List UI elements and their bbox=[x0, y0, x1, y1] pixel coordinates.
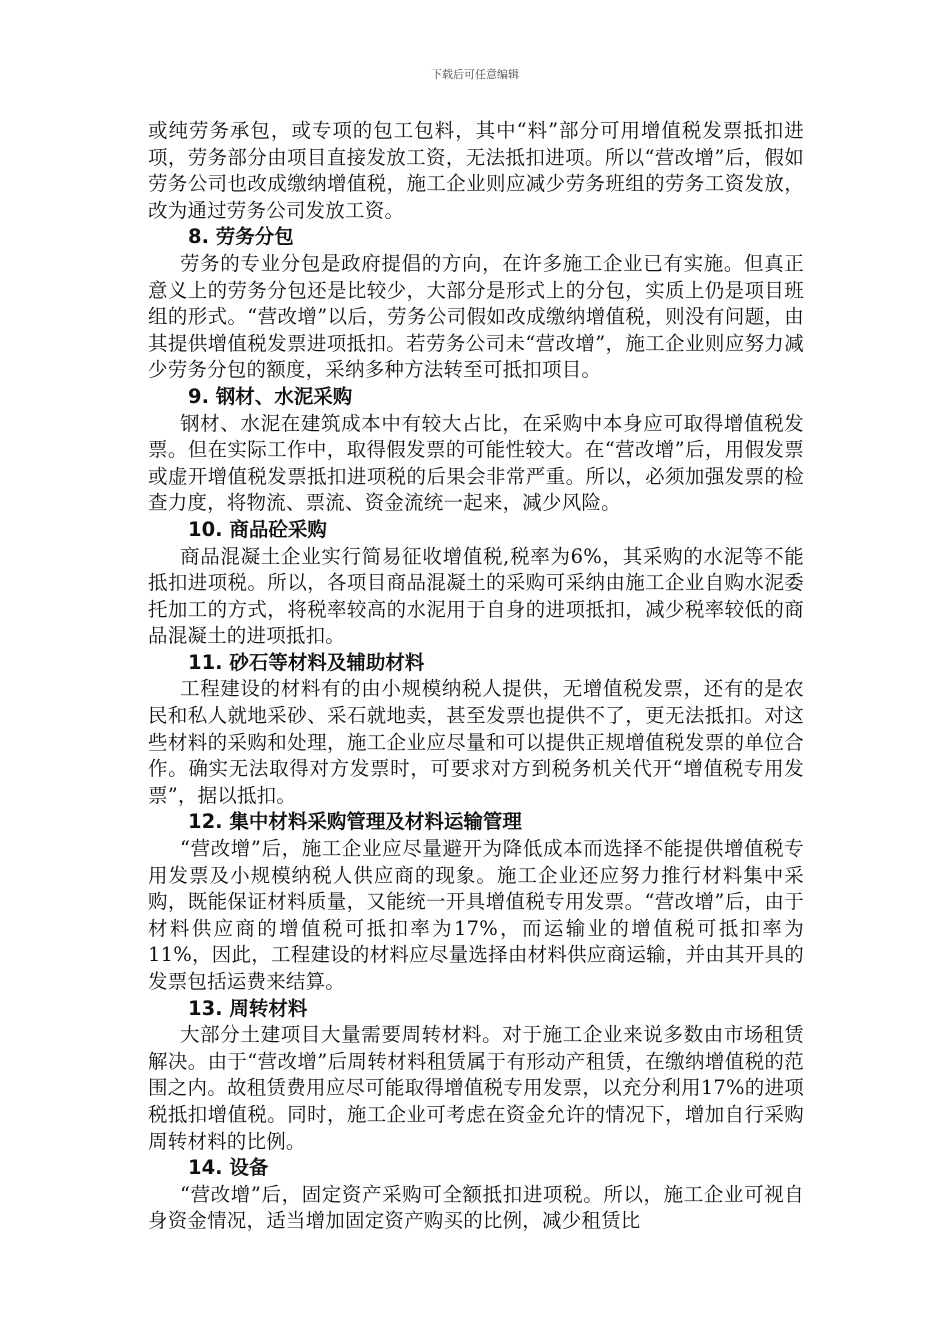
paragraph-steel-cement: 钢材、水泥在建筑成本中有较大占比，在采购中本身应可取得增值税发票。但在实际工作中，取得假发票的可能性较大。在“营改增”后，用假发票或虚开增值税发票抵扣进项税的后果会非常严重。所以，必须加强发票的检查力度，将物流、票流、资金流统一起来，减少风险。 bbox=[148, 411, 804, 515]
heading-concrete: 10. 商品砼采购 bbox=[188, 517, 327, 541]
page-header: 下载后可任意编辑 bbox=[431, 68, 519, 81]
heading-centralized-procurement: 12. 集中材料采购管理及材料运输管理 bbox=[188, 810, 522, 834]
heading-sand-stone: 11. 砂石等材料及辅助材料 bbox=[188, 650, 425, 674]
heading-equipment: 14. 设备 bbox=[188, 1156, 269, 1180]
heading-steel-cement: 9. 钢材、水泥采购 bbox=[188, 384, 353, 408]
paragraph-equipment: “营改增”后，固定资产采购可全额抵扣进项税。所以，施工企业可视自身资金情况，适当增加固定资产购买的比例，减少租赁比 bbox=[148, 1182, 804, 1233]
heading-turnover-materials: 13. 周转材料 bbox=[188, 996, 308, 1020]
paragraph-labor-contract: 或纯劳务承包，或专项的包工包料，其中“料”部分可用增值税发票抵扣进项，劳务部分由项目直接发放工资，无法抵扣进项。所以“营改增”后，假如劳务公司也改成缴纳增值税，施工企业则应减少劳务班组的劳务工资发放，改为通过劳务公司发放工资。 bbox=[148, 119, 804, 222]
document-body bbox=[148, 118, 804, 1235]
paragraph-labor-subcontract: 劳务的专业分包是政府提倡的方向，在许多施工企业已有实施。但真正意义上的劳务分包还是比较少，大部分是形式上的分包，实质上仍是项目班组的形式。“营改增”以后，劳务公司假如改成缴纳增值税，则没有问题，由其提供增值税发票进项抵扣。若劳务公司未“营改增”，施工企业则应努力减少劳务分包的额度，采纳多种方法转至可抵扣项目。 bbox=[148, 251, 804, 382]
heading-labor-subcontract: 8. 劳务分包 bbox=[188, 225, 294, 249]
paragraph-centralized-procurement: “营改增”后，施工企业应尽量避开为降低成本而选择不能提供增值税专用发票及小规模纳税人供应商的现象。施工企业还应努力推行材料集中采购，既能保证材料质量，又能统一开具增值税专用发票。“营改增”后，由于材料供应商的增值税可抵扣率为17%，而运输业的增值税可抵扣率为11%，因此，工程建设的材料应尽量选择由材料供应商运输，并由其开具的发票包括运费来结算。 bbox=[148, 837, 804, 993]
paragraph-turnover-materials: 大部分土建项目大量需要周转材料。对于施工企业来说多数由市场租赁解决。由于“营改增”后周转材料租赁属于有形动产租赁，在缴纳增值税的范围之内。故租赁费用应尽可能取得增值税专用发票，以充分利用17%的进项税抵扣增值税。同时，施工企业可考虑在资金允许的情况下，增加自行采购周转材料的比例。 bbox=[148, 1023, 804, 1153]
paragraph-concrete: 商品混凝土企业实行简易征收增值税,税率为6%，其采购的水泥等不能抵扣进项税。所以，各项目商品混凝土的采购可采纳由施工企业自购水泥委托加工的方式，将税率较高的水泥用于自身的进项抵扣，减少税率较低的商品混凝土的进项抵扣。 bbox=[148, 544, 804, 648]
paragraph-sand-stone: 工程建设的材料有的由小规模纳税人提供，无增值税发票，还有的是农民和私人就地采砂、采石就地卖，甚至发票也提供不了，更无法抵扣。对这些材料的采购和处理，施工企业应尽量和可以提供正规增值税发票的单位合作。确实无法取得对方发票时，可要求对方到税务机关代开“增值税专用发票”，据以抵扣。 bbox=[148, 677, 804, 807]
